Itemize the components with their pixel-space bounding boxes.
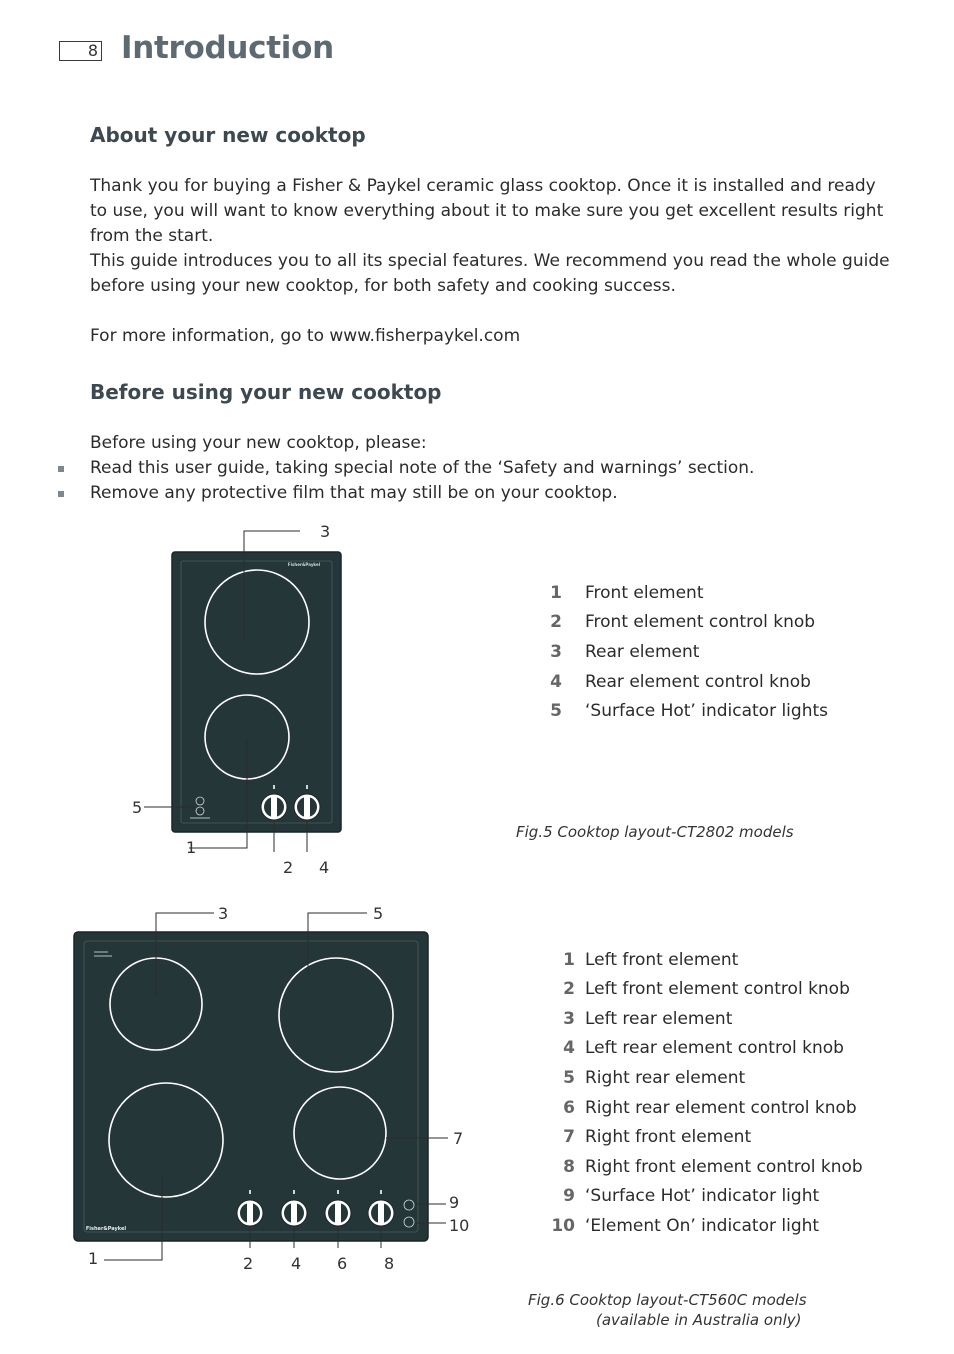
fig6-legend: 1 Left front element 2 Left front element control knob 3 Left rear element 4 Left rear element control knob 5 Right rear element 6 Right rear element control knob 7 Right front element 8 Right front element control knob 9 ‘Surface Hot’ indicator light 10 ‘Element On’ indicator light [551,950,863,1236]
about-paragraph-2: This guide introduces you to all its special features. We recommend you read the whole guide before using your new cooktop, for both safety and cooking success. [90,251,890,296]
fig6-caption: Fig.6 Cooktop layout-CT560C models [528,1291,807,1309]
fig5-callout-2: 2 [283,858,294,877]
fig6-callout-1: 1 [88,1249,99,1268]
before-bullet-1: Read this user guide, taking special note of the ‘Safety and warnings’ section. [90,458,755,478]
fig5-callout-5: 5 [132,798,143,817]
page-title: Introduction [121,30,334,66]
fig6-caption-note: (available in Australia only) [596,1311,802,1329]
fig5-cooktop [172,552,341,832]
fig6-callout-8: 8 [384,1254,395,1273]
fig6-callout-10: 10 [449,1216,470,1235]
fig6-callout-7: 7 [453,1129,464,1148]
fig5-brand-logo: Fisher&Paykel [287,562,321,567]
fig6-cooktop [74,932,428,1241]
about-paragraph-3: For more information, go to www.fisherpaykel.com [90,326,521,346]
fig5-callout-4: 4 [319,858,330,877]
fig6-callout-9: 9 [449,1193,460,1212]
fig5-callout-3: 3 [320,522,331,541]
fig5-caption: Fig.5 Cooktop layout-CT2802 models [516,823,794,841]
about-paragraph-1: Thank you for buying a Fisher & Paykel ceramic glass cooktop. Once it is installed and ready to use, you will want to know everything about it to make sure you get excellent results right from the start. [90,176,884,246]
about-heading: About your new cooktop [90,123,366,147]
fig6-callout-4: 4 [291,1254,302,1273]
fig6-callout-5: 5 [373,904,384,923]
before-bullet-2: Remove any protective film that may still be on your cooktop. [90,483,618,503]
fig6-callout-6: 6 [337,1254,348,1273]
fig5-legend: 1 Front element 2 Front element control knob 3 Rear element 4 Rear element control knob 5 ‘Surface Hot’ indicator lights [550,583,828,721]
before-heading: Before using your new cooktop [90,380,442,404]
fig6-brand-logo: Fisher&Paykel [85,1226,127,1232]
before-intro: Before using your new cooktop, please: [90,433,427,453]
fig5-callout-1: 1 [186,838,197,857]
fig6-callout-2: 2 [243,1254,254,1273]
page-number: 8 [59,41,102,61]
fig6-callout-3: 3 [218,904,229,923]
